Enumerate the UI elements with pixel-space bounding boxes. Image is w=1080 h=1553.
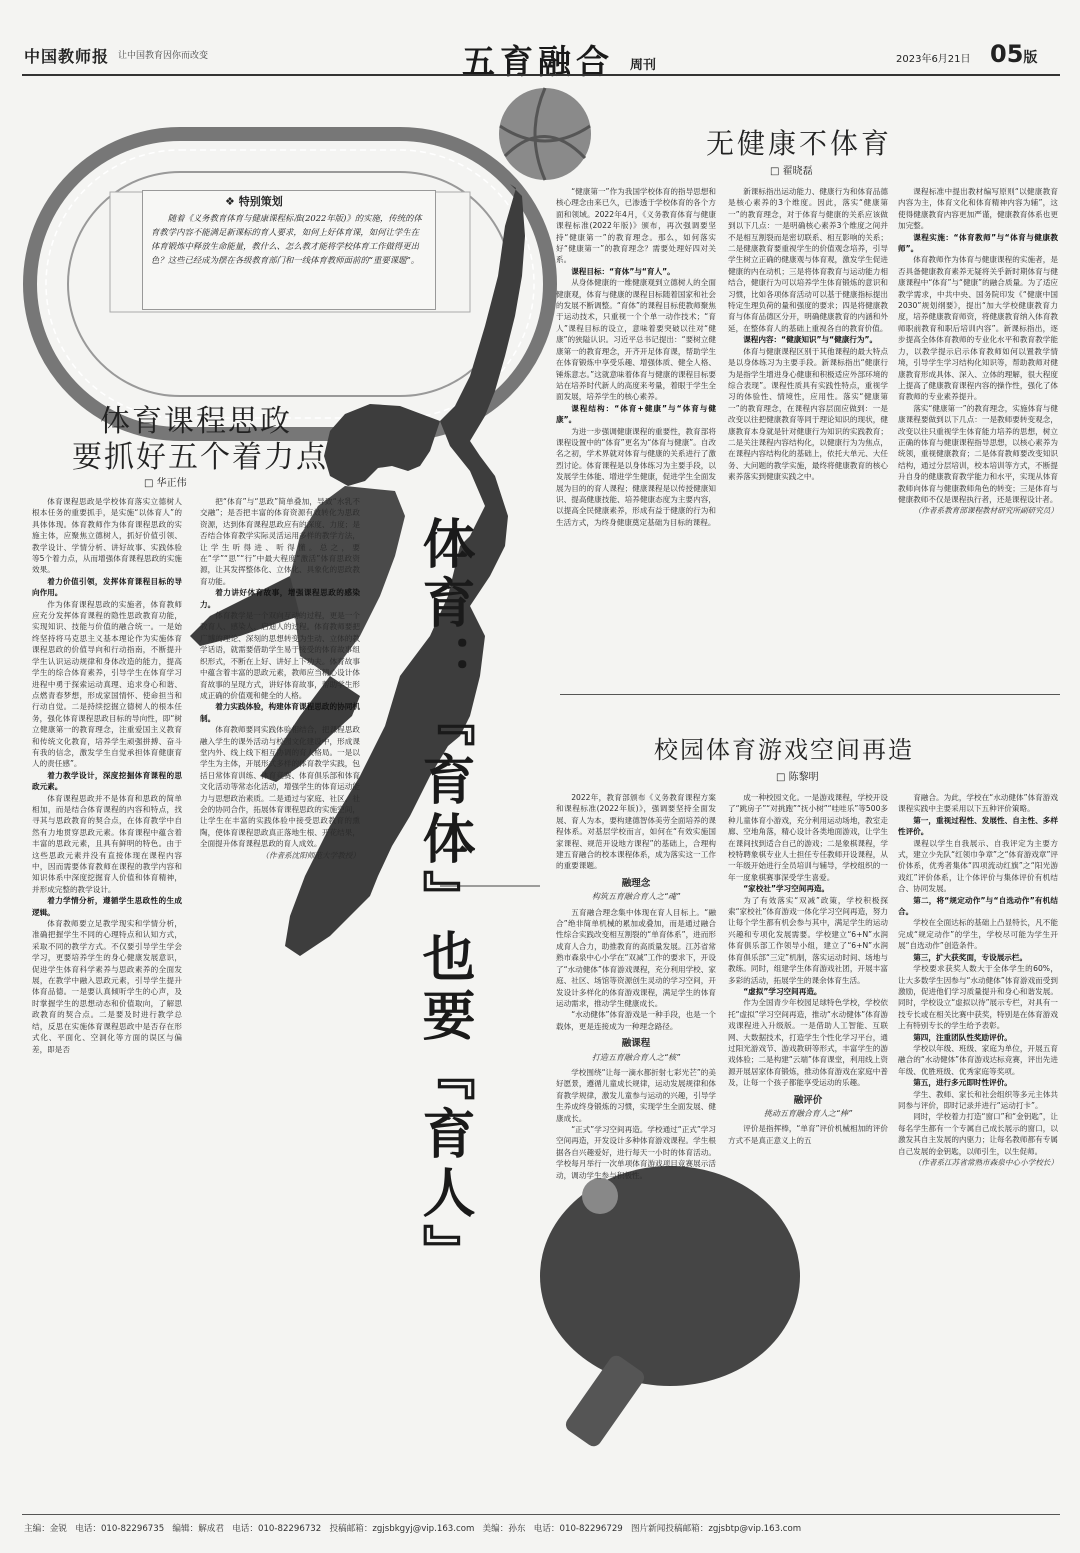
article3-author: □ 陈黎明 xyxy=(776,772,819,783)
article1-column-2 xyxy=(200,496,360,1496)
basketball-icon xyxy=(499,88,591,180)
article3-title: 校园体育游戏空间再造 xyxy=(654,736,914,764)
article3-col3-paragraph: 第二，将“规定动作”与“自选动作”有机结合。 xyxy=(898,895,1058,917)
footer-tel2: 电话：010-82296732 xyxy=(232,1524,322,1534)
article3-col3-paragraph: （作者系江苏省常熟市森泉中心小学校长） xyxy=(913,1158,1058,1167)
main-headline: 体育：『育体』也要『育人』 xyxy=(414,516,476,1283)
article3-col1-paragraph: 打造五育融合育人之“核” xyxy=(591,1052,681,1062)
article2-col2-paragraph: 新课标指出运动能力、健康行为和体育品德是核心素养的3个维度。因此，落实“健康第一”的教育理念，对于体育与健康的关系应该做到以下几点：一是明确核心素养3个维度之间并不是相互割裂而是密切联系、相互影响的关系；二是健康教育要重视学生的价值观念培养，引导学生树立正确的健康观与体育观，激发学生促进健康的内在动机；三是将体育教育与运动能力相结合，健康行为可以培养学生体育锻炼的意识和习惯，比如各项体育活动可以基于健康指标提出特定生理负荷的量和强度的要求；四是将健康教育与体育品德区分开，明确健康教育的内涵和外延，在整体育人的基础上重视各自的教育价值。 xyxy=(728,187,888,333)
article2-col1-paragraph: 从身体健康的一维健康观到立德树人的全面健康观，体育与健康的课程目标随着国家和社会的发展不断调整。“育体”的课程目标使教师聚焦于运动技术，只重视一个个单一动作技术；“育人”课程目标的设立，意味着要突破以往对“健康”的狭隘认识。习近平总书记提出：“要树立健康第一的教育理念，开齐开足体育课，帮助学生在体育锻炼中享受乐趣、增强体质、健全人格、锤炼意志。”这就意味着体育与健康的课程目标要站在培养时代新人的高度来考量，着眼于学生全面发展，培养学生的核心素养。 xyxy=(556,278,716,402)
article1-col2-paragraph: 着力讲好体育故事，增强课程思政的感染力。 xyxy=(200,588,360,609)
flower-icon: ❖ xyxy=(225,195,239,208)
footer-editor: 编辑：解成君 xyxy=(172,1524,224,1534)
article1-col2-paragraph: 把“体育”与“思政”简单叠加，导致“水乳不交融”；是否把丰富的体育资源有效转化为思政资源，达到体育课程思政应有的深度、力度；是否结合体育教学实际灵活运用多样的教学方法，让学生听得进、听得懂。总之，要在“学”“思”“行”中最大程度“激活”体育思政资源，让其发挥整体化、立体化、具象化的思政教育功能。 xyxy=(200,497,360,586)
section-suffix: 周刊 xyxy=(630,58,657,73)
article1-col1-paragraph: 着力教学设计，深度挖掘体育课程的思政元素。 xyxy=(32,770,182,792)
article3-col1-paragraph: “水动健体”体育游戏是一种手段，也是一个载体，更是连接成为一种理念路径。 xyxy=(556,1010,716,1031)
special-feature-box xyxy=(142,190,436,310)
footer-email1: 投稿邮箱：zgjsbkgyj@vip.163.com xyxy=(329,1524,475,1534)
article1-col1-paragraph: 着力学情分析，遵循学生思政性的生成逻辑。 xyxy=(32,896,182,917)
article3-col3-paragraph: 第一，重视过程性、发展性、自主性、多样性评价。 xyxy=(898,815,1058,837)
article3-col3-paragraph: 同时，学校着力打造“窗口”和“金钥匙”，让每名学生都有一个专属自己成长展示的窗口，以激发其自主发展的内驱力；让每名教师都有专属自己发展的金钥匙，以师引生，以生促师。 xyxy=(898,1112,1058,1156)
section-title: 五育融合 xyxy=(462,42,614,81)
article3-col1-paragraph: 融课程 xyxy=(621,1038,651,1050)
article3-col2-paragraph: “虚拟”学习空间再造。 xyxy=(743,986,822,996)
paper-slogan: 让中国教育因你而改变 xyxy=(118,51,209,61)
article3-col3-paragraph: 第四，注重团队性奖励评价。 xyxy=(913,1032,1012,1042)
article1-col1-paragraph: 体育课程思政是学校体育落实立德树人根本任务的重要抓手，是实施“以体育人”的具体体现。体育教师作为体育课程思政的实施主体，应聚焦立德树人，抓好价值引领、教学设计、学情分析、讲好故事、实践体验等5个着力点，从而增强体育课程思政的实施效果。 xyxy=(32,497,182,575)
article2-author: □ 翟晓磊 xyxy=(770,166,813,177)
article3-col3-paragraph: 学校以年级、班级、家庭为单位，开展五育融合的“水动健体”体育游戏达标竞赛，评出先进年级、优胜班级、优秀家庭等奖项。 xyxy=(898,1043,1058,1076)
article2-col3-paragraph: 体育教师作为体育与健康课程的实施者，是否具备健康教育素养无疑将关乎新时期体育与健康课程中“体育”与“健康”的融合质量。为了适应教学需求，中共中央、国务院印发《“健康中国2030”规划纲要》，提出“加大学校健康教育力度，培养健康教育师资，将健康教育纳入体育教师职前教育和职后培训内容”。新课标指出，逐步提高全体体育教师的专业化水平和教育教学能力，以教学提示启示体育教师如何以置教学情境，引导学生学习结构化知识等，帮助教师对健康教育形成具体、深入、立体的理解，很大程度上提高了健康教育课程内容的操作性，强化了体育教师的专业素养提升。 xyxy=(898,255,1058,402)
article2-col2-paragraph: 课程内容：“健康知识”与“健康行为”。 xyxy=(743,335,878,345)
article1-col1-paragraph: 体育课程思政并不是体育和思政的简单相加，而是结合体育课程的内容和特点，找寻其与思政教育的契合点，在体育教学中自然有力地贯穿思政元素。体育课程中蕴含着丰富的思政元素，且具有鲜明的特色。由于这些思政元素并没有直接体现在课程内容中，因而需要体育教师在课程的教学内容和知识体系中深度挖掘育人价值和体育精神，并形成完整的教学设计。 xyxy=(32,793,182,894)
article2-col3-paragraph: 课程实施：“体育教师”与“体育与健康教师”。 xyxy=(898,232,1058,254)
article1-col1-paragraph: 作为体育课程思政的实施者，体育教师应充分发挥体育课程的隐性思政教育功能，实现知识、技能与价值的融合统一。一是始终坚持将马克思主义基本理论作为实施体育课程思政的价值导向和行动指南，不断提升学生认识运动规律和身体改造的能力，提高学生的综合体育素养，引导学生在体育学习进程中勇于探索运动真理、追求身心和谐、点燃青春梦想，形成家国情怀、使命担当和行动自觉。二是持续挖掘立德树人的根本任务，强化体育课程思政目标的导向性，即“树立健康第一的教育理念，注重爱国主义教育和传统文化教育，培养学生顽强拼搏、奋斗有我的信念，激发学生自觉承担体育健康育人的责任感”。 xyxy=(32,599,182,769)
article1-title-line2: 要抓好五个着力点 xyxy=(72,440,328,475)
article3-col3-paragraph: 第五，进行多元即时性评价。 xyxy=(913,1078,1012,1088)
article1-column-1 xyxy=(32,496,182,1496)
article3-col2-paragraph: “家校社”学习空间再造。 xyxy=(743,884,830,894)
article1-col2-paragraph: 着力实践体验，构建体育课程思政的协同机制。 xyxy=(200,702,360,723)
article2-column-2 xyxy=(728,186,888,676)
article3-col3-paragraph: 学生、教师、家长和社会组织等多元主体共同参与评价，即时记录并进行“运动打卡”。 xyxy=(898,1089,1058,1110)
footer-email2: 图片新闻投稿邮箱：zgjsbtp@vip.163.com xyxy=(630,1524,802,1534)
article3-column-1 xyxy=(556,792,716,1498)
article2-column-3 xyxy=(898,186,1058,686)
article3-col1-paragraph: 构筑五育融合育人之“魂” xyxy=(591,892,681,902)
article2-column-1 xyxy=(556,186,716,676)
article-separator xyxy=(560,694,1060,695)
footer-rule xyxy=(22,1514,1060,1515)
article3-column-2 xyxy=(728,792,888,1498)
paper-name: 中国教师报 xyxy=(24,47,110,66)
article2-col1-paragraph: 课程结构：“体育+健康”与“体育与健康”。 xyxy=(556,403,716,425)
article1-author: □ 华正伟 xyxy=(144,478,187,489)
article3-col2-paragraph: 融评价 xyxy=(793,1094,823,1106)
article3-col1-paragraph: “正式”学习空间再造。学校通过“正式”学习空间再造，开发设计多种体育游戏课程。学生根据各自兴趣爱好，进行每天一小时的体育活动。学校每月举行一次单项体育游戏项目竞赛展示活动，调动学生参与积极性。 xyxy=(556,1124,716,1180)
article1-col2-paragraph: 体育教学是一个双向互动的过程，更是一个教育人、感染人、启迪人的过程。体育教师要把广博的理论、深刻的思想转变为生动、立体的教学话语，就需要借助学生易于接受的体育故事组织形式，不断在上好、讲好上下功夫。体育故事中蕴含着丰富的思政元素，教师应当精心设计体育故事的呈现方式，讲好体育故事，帮助学生形成正确的价值观和健全的人格。 xyxy=(200,611,360,700)
article3-col2-paragraph: 评价是指挥棒，“单育”评价机械相加的评价方式不是真正意义上的五 xyxy=(728,1124,888,1145)
article1-col2-paragraph: 体育教师要同实践体验相结合，把课程思政融入学生的课外活动与校园文化建设中，形成课堂内外、线上线下相互协调的育人格局。一是以学生为主体，开展形式多样的体育教学实践，包括日常体育训练、体育竞赛、体育俱乐部和体育文化活动等常态化活动，增强学生的体育运动能力与思想政治素质。二是通过与家庭、社区、社会的协同合作，拓展体育课程思政的实施空间，让学生在丰富的实践体验中接受思政教育的熏陶，使体育课程思政真正落地生根、开花结果，全面提升体育课程思政的育人成效。 xyxy=(200,725,360,849)
article2-col1-paragraph: 为进一步强调健康课程的重要性，教育部将课程设置中的“体育”更名为“体育与健康”。自改名之初，学术界就对体育与健康的关系进行了激烈讨论。体育课程是以身体练习为主要手段，以发展学生体能、增进学生健康，促进学生全面发展为目的的育人课程；健康课程是以传授健康知识、提高健康技能、培养健康态度为主要内容，以提高全民健康素养，形成有益于健康的行为和生活方式，为终身健康奠定基础为目标的课程。 xyxy=(556,426,716,527)
article2-col3-paragraph: 落实“健康第一”的教育理念，实施体育与健康课程要做到以下几点：一是教师要转变观念，改变以往只重视学生体育能力培养的思想，树立正确的体育与健康课程指导思想，以核心素养为统领，重视健康教育；二是体育教师要改变知识结构，通过分层培训，校本培训等方式，不断提升自身的健康教育教学能力和水平，实现从体育教师向体育与健康教师角色的转变；三是体育与健康教师不仅是课程执行者，还是课程设计者。 xyxy=(898,403,1058,504)
article2-title: 无健康不体育 xyxy=(706,127,893,160)
footer-credits xyxy=(24,1522,801,1534)
article3-col3-paragraph: 第三，扩大获奖面，专设展示栏。 xyxy=(913,952,1028,962)
article1-col1-paragraph: 体育教师要立足教学现实和学情分析，准确把握学生不同的心理特点和认知方式，采取不同的教学方式。不仅要引导学生学会学习，更要培养学生的身心健康发展意识，促进学生体育科学素养与思政素养的全面发展，在教学中融入思政元素，引导学生提升体育品德。一是要认真倾听学生的心声，及时掌握学生的思想动态和价值取向，了解思政教育的契合点。二是要及时进行教学总结，反思在实施体育课程思政中是否存在形式化、平面化、空洞化等方面的误区与偏差，即是否 xyxy=(32,919,182,1054)
article3-column-3 xyxy=(898,792,1058,1498)
article2-col2-paragraph: 体育与健康课程区别于其他课程的最大特点是以身体练习为主要手段。新课标指出“健康行为是指学生增进身心健康和积极适应外部环境的综合表现”。课程性质具有实践性特点，重视学习的体验性、情境性，应用性。落实“健康第一”的教育理念，在课程内容层面应做到：一是改变以往把健康教育等同于理论知识的现状，健康教育本身就是针对健康行为知识的实践教育；二是关注课程内容结构化，以健康行为为焦点，在课程内容结构化的基础上，依托大单元、大任务、大问题的教学实施，最终将健康教育的核心素养落实到健康实践之中。 xyxy=(728,346,888,482)
footer-editor-main: 主编：金锐 xyxy=(24,1524,67,1534)
special-feature-text: 随着《义务教育体育与健康课程标准(2022年版)》的实施，传统的体育教学内容不能满足新课标的育人要求，如何上好体育课，如何让学生在体育锻炼中释放生命能量，教什么、怎么教才能将学校体育工作做得更出色？这些已经成为摆在各级教育部门和一线体育教师面前的“重要课题”。 xyxy=(151,213,422,265)
special-feature-title: 特别策划 xyxy=(238,195,283,208)
article2-col1-paragraph: “健康第一”作为我国学校体育的指导思想和核心理念由来已久，已渗透于学校体育的各个方面和领域。2022年4月，《义务教育体育与健康课程标准(2022年版)》颁布，再次强调要坚持“健康第一”的教育理念。那么，如何落实好“健康第一”的教育理念？需要处理好四对关系。 xyxy=(556,187,716,265)
article2-col1-paragraph: 课程目标：“育体”与“育人”。 xyxy=(571,266,675,276)
article3-col1-paragraph: 五育融合理念集中体现在育人目标上。“融合”绝非简单机械的累加或叠加，而是通过融合性综合实践改变相互割裂的“单育体系”，进而形成育人合力，助推教育的高质量发展。江苏省常熟市森泉中心小学在“双减”工作的要求下，开设了“水动健体”体育游戏课程，充分利用学校、家庭、社区、场馆等资源创生灵动的学习空间，开发设计多样化的体育游戏课程，满足学生的体育运动需求，推动学生健康成长。 xyxy=(556,907,716,1008)
article3-col3-paragraph: 学校在全面达标的基础上凸显特长，凡不能完成“规定动作”的学生，学校尽可能为学生开展“自选动作”创造条件。 xyxy=(898,918,1058,951)
article2-col3-paragraph: 课程标准中提出教材编写原则“以健康教育内容为主，体育文化和体育精神内容为辅”，这使得健康教育内容更加严谨，健康教育体系也更加完整。 xyxy=(898,187,1058,231)
article3-col1-paragraph: 融理念 xyxy=(621,877,651,889)
article3-col1-paragraph: 2022年，教育部颁布《义务教育课程方案和课程标准(2022年版)》，强调要坚持全面发展、育人为本，要构建德智体美劳全面培养的课程体系。对基层学校而言，如何在“有效实施国家课程、规范开设地方课程”的基础上，合理构建五育融合的校本课程体系，成为落实这一工作的重要课题。 xyxy=(556,793,716,871)
article3-col2-paragraph: 为了有效落实“双减”政策，学校积极探索“家校社”体育游戏一体化学习空间再造，努力让每个学生都有机会参与其中，满足学生的运动兴趣和专项化发展需要。学校建立“6+N”水润体育俱乐部工作领导小组，建立了“6+N”水润体育俱乐部“三定”机制，落实运动时间、场地与教练。同时，组建学生体育游戏社团，开展丰富多彩的活动，拓展学生的课余体育生活。 xyxy=(728,895,888,985)
footer-tel1: 电话：010-82296735 xyxy=(75,1524,165,1534)
article3-col2-paragraph: 成一种校园文化。一是游戏课程，学校开设了“跳房子”“对挑跑”“抚小树”“哇哇乐”等500多种儿童体育小游戏，充分利用运动场地，教室走廊、空地角落，精心设计各类地面游戏，让学生在课间找到适合自己的游戏；二是象棋课程，学校特聘象棋专业人士担任专任教师开设课程，从一年级开始进行全员培训与辅导，学校组织的一年一度象棋赛事深受学生喜爱。 xyxy=(728,793,888,882)
article3-col3-paragraph: 课程以学生自我展示、自我评定为主要方式，建立少先队“红领巾争章”之“体育游戏章”评价体系，优秀者集体“四项流动红旗”之“阳光游戏红”评价体系，让个体评价与集体评价有机结合、协同发展。 xyxy=(898,838,1058,894)
issue-date: 2023年6月21日 xyxy=(896,54,971,65)
article1-col1-paragraph: 着力价值引领，发挥体育课程目标的导向作用。 xyxy=(32,576,182,598)
article3-col3-paragraph: 育融合。为此，学校在“水动健体”体育游戏课程实践中主要采用以下五种评价策略。 xyxy=(898,793,1058,814)
masthead xyxy=(0,0,1080,80)
footer-tel3: 电话：010-82296729 xyxy=(533,1524,623,1534)
article1-col2-paragraph: （作者系沈阳师范大学教授） xyxy=(261,850,360,860)
footer-designer: 美编：孙东 xyxy=(482,1524,526,1534)
article3-col1-paragraph: 学校围绕“让每一滴水都折射七彩光芒”的美好愿景，遵循儿童成长规律，运动发展规律和体育教学规律，激发儿童参与运动的兴趣，引导学生养成终身锻炼的习惯，实现学生全面发展、健康成长。 xyxy=(556,1067,716,1123)
special-feature-label xyxy=(225,193,283,209)
article3-col3-paragraph: 学校要求获奖人数大于全体学生的60%，让大多数学生因参与“水动健体”体育游戏而受到激励，促进他们学习质量提升和身心和谐发展。同时，学校设立“虚拟以待”展示专栏，对具有一技专长或在相关比赛中获奖，特别是在体育游戏上有特别专长的学生给予表彰。 xyxy=(898,964,1058,1031)
page-number xyxy=(990,40,1037,68)
article3-col2-paragraph: 作为全国青少年校园足球特色学校，学校依托“虚拟”学习空间再造，推动“水动健体”体育游戏课程进入升级版。一是借助人工智能、互联网、大数据技术，打造学生个性化学习平台，通过阳光游戏节、游戏教研等形式，丰富学生的游戏体验；二是构建“云端”体育课堂，利用线上资源开展居家体育锻炼，推动体育游戏在家庭中普及，让每一个孩子都能享受运动的乐趣。 xyxy=(728,998,888,1088)
page-number-suffix: 版 xyxy=(1023,50,1038,66)
article1-title-line1: 体育课程思政 xyxy=(100,404,292,439)
article3-col2-paragraph: 挑动五育融合育人之“棒” xyxy=(763,1108,853,1118)
page-number-value: 05 xyxy=(990,40,1024,68)
article2-col3-paragraph: （作者系教育部课程教材研究所副研究员） xyxy=(913,506,1058,516)
